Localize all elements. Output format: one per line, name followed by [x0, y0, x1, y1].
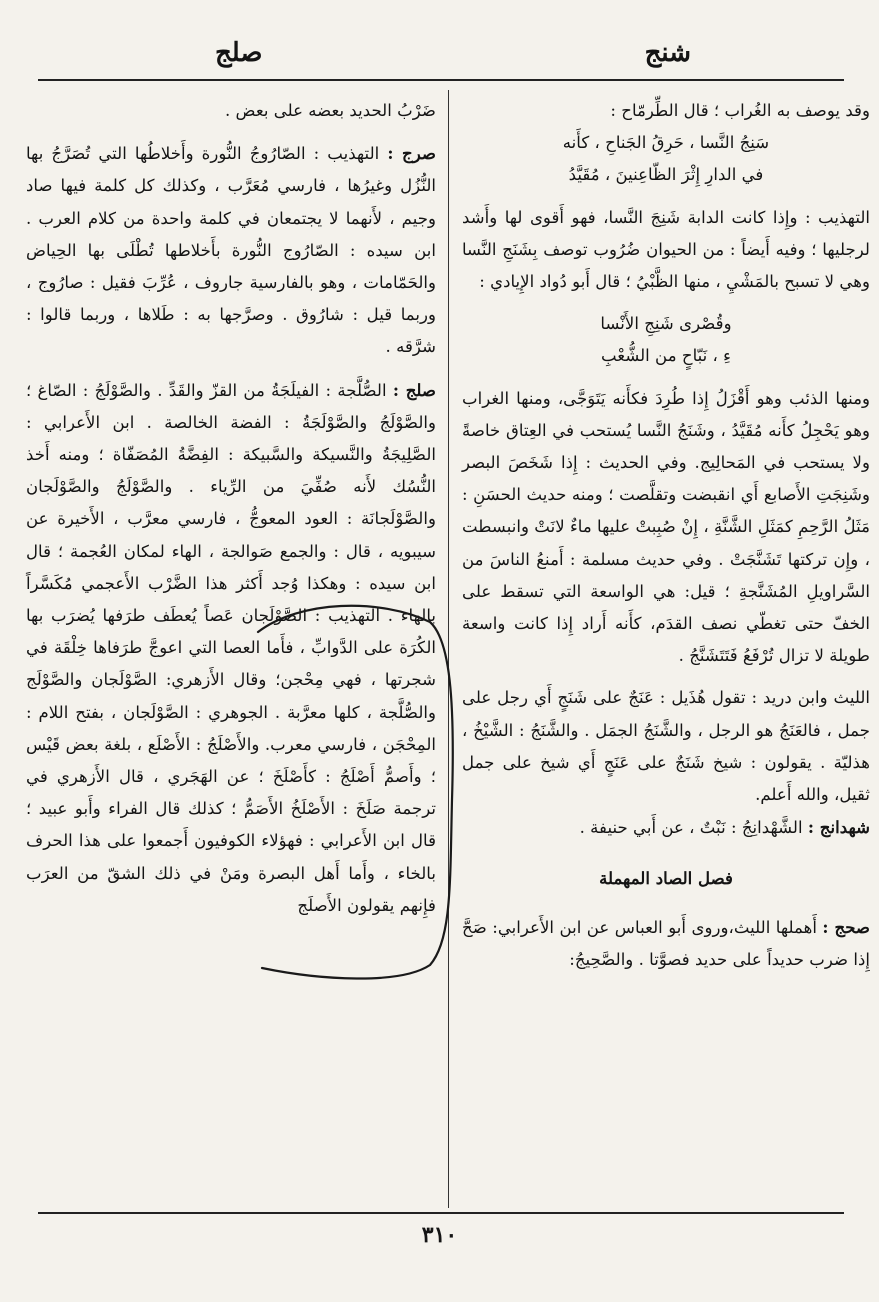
entry-text: الصُّلَّجة : الفيلَجَةُ من القزّ والقَدِّ . والصَّوْلَجُ : الصّاغ ؛ والصَّوْلَجُ والصَّوْلَجَةُ : الفضة الخالصة . ابن الأَعرابي : الصَّلِيجَةُ والنَّسيكة والسَّبيكة : الفِضَّةُ المُصَفّاة ؛ ومنه أَخذ النُّسُك لأَنه صُفِّيَ من الرِّياء . والصَّوْلَجُ والصَّوْلَجان والصَّوْلَجانَة : العود المعوجُّ ، فارسي معرَّب ، الأَخيرة عن سيبويه ، قال : والجمع صَوالجة ، الهاء لمكان العُجمة ؛ قال ابن سيده : وهكذا وُجد أَكثر هذا الضَّرْب الأَعجمي مُكَسَّراً بالهاء . التهذيب : الصَّوْلَجان عَصاً يُعطَف طرَفها يُضرَب بها الكُرَة على الدَّوابِّ ، فأَما العصا التي اعوجَّ طرَفاها خِلْقَة في شجرتها ، فهي مِحْجن؛ وقال الأَزهري: الصَّوْلَجان والصَّوْلَج والصُّلَّجة ، كلها معرَّبة . الجوهري : الصَّوْلَجان ، بفتح اللام : المِحْجَن ، فارسي معرب. والأَصْلَجُ : الأَصْلَع ، بلغة بعض قَيْس ؛ وأَصمُّ أَصْلَجُ : كأَصْلَخَ ؛ عن الهَجَري ، قال الأَزهري في ترجمة صَلَخَ : الأَصْلَخُ الأَصَمُّ ؛ كذلك قال الفراء وأَبو عبيد ؛ قال ابن الأَعرابي : فهؤلاء الكوفيون أَجمعوا على هذا الحرف بالخاء ، وأَما أَهل البصرة ومَنْ في ذلك الشقّ من العرَب فإِنهم يقولون الأَصلَج — [26, 380, 436, 915]
entry-text: الشَّهْدانِجُ : نَبْتٌ ، عن أَبي حنيفة . — [579, 818, 803, 838]
headword: شهدانج : — [807, 817, 870, 838]
entry-saruj — [26, 137, 436, 363]
paragraph: ضَرْبُ الحديد بعضه على بعض . — [224, 101, 436, 120]
verse-line: في الدارِ إِثْرَ الظّاعِنينَ ، مُقَيَّدُ — [568, 165, 764, 185]
section-title: فصل الصاد المهملة — [599, 868, 733, 889]
paragraph: وقد يوصف به الغُراب ؛ قال الطِّرمّاح : — [610, 101, 870, 120]
entry-text: أَهملها الليث،وروى أَبو العباس عن ابن الأَعرابي: صَحَّ إِذا ضرب حديداً على حديد فصوَّتا . والصَّحِيجُ: — [462, 917, 870, 969]
paragraph: التهذيب : وإِذا كانت الدابة شَنِجَ النَّسا، فهو أَقوى لها وأَشد لرجليها ؛ وفيه أَيضاً : من الحيوان ضُرُوب توصف بِشَنَجِ النَّسا وهي لا تسبح بالمَشْيِ ، منها الظَّبْيُ ؛ قال أَبو دُواد الإِيادي : — [462, 207, 870, 292]
entry-sahaja — [462, 911, 870, 976]
verse-line: ءِ ، نَبّاحٍ من الشُّعْبِ — [601, 346, 731, 366]
page-number: ٣١٠ — [421, 1222, 458, 1248]
paragraph: الليث وابن دريد : تقول هُذَيل : عَنَجٌ على شَنَجٍ أَي رجل على جمل ، فالعَنَجُ هو الرجل ، والشَّنَجُ الجمَل . والشَّنَجُ : الشَّيْخُ ، هذليّة . يقولون : شيخ شَنَجٌ على عَنَجٍ أَي شيخ على جمل ثقيل، والله أَعلم. — [462, 688, 870, 805]
headword: صحج : — [822, 916, 871, 937]
entry-text: التهذيب : الصّارُوجُ النُّورة وأَخلاطُها التي تُصَرَّجُ بها النُّزُل وغيرُها ، فارسي مُعَرَّب ، وكذلك كل كلمة فيها صاد وجيم ، لأَنهما لا يجتمعان في كلمة واحدة من كلام العرب . ابن سيده : الصّارُوج النُّورة بأَخلاطها تُطْلَى بها الحِياض والحَمّامات ، وهو بالفارسية جاروف ، عُرِّبَ فقيل : صارُوج ، وربما قيل : شارُوق . وصرَّجها به : طَلاها ، وربما قالوا : شرَّقه . — [26, 144, 436, 357]
verse-line: سَنِجُ النَّسا ، حَرِقُ الجَناحِ ، كأَنه — [562, 133, 770, 153]
left-column — [26, 95, 436, 922]
headword: صرج : — [387, 143, 436, 164]
header-left-word: صلج — [215, 38, 263, 68]
verse-line: وقُصْرى شَنِجِ الأَنْسا — [600, 314, 732, 334]
header-right-word: شنج — [644, 38, 691, 68]
headword: صلج : — [392, 379, 437, 400]
right-column — [462, 95, 870, 976]
footer-rule — [38, 1212, 844, 1214]
entry-salaj — [26, 374, 436, 922]
entry-shahdanij — [462, 811, 870, 844]
column-divider — [448, 90, 449, 1208]
paragraph: ومنها الذئب وهو أَقْزَلُ إِذا طُرِدَ فكأَنه يَتَوَجَّى، ومنها الغراب وهو يَحْجِلُ كأَنه مُقَيَّدُ ، وشَنَجُ النَّسا يُستحب في العِتاق خاصةً ولا يستحب في المَحالِيج. وفي الحديث : إِذا شَخَصَ البصر وشَنِجَتِ الأَصابع أَي انقبضت وتقلَّصت ؛ ومنه حديث الحسَنِ : مَثَلُ الرَّحِمِ كمَثَلِ الشَّنَّةِ ، إِنْ صُبِبتْ عليها ماءٌ لانَتْ وانبسطت ، وإِن تركتها تَشَنَّجَتْ . وفي حديث مسلمة : أَمنعُ الناسَ من السَّراويلِ المُشَنَّجةِ ؛ قيل: هي الواسعة التي تسقط على الخفّ حتى تغطّي نصف القدَم، كأَنه أَراد إِذا كانت واسعة طويلة لا تزال تُرْفَعُ فَتَتَشَنَّجُ . — [462, 388, 870, 666]
header-rule — [38, 79, 844, 81]
